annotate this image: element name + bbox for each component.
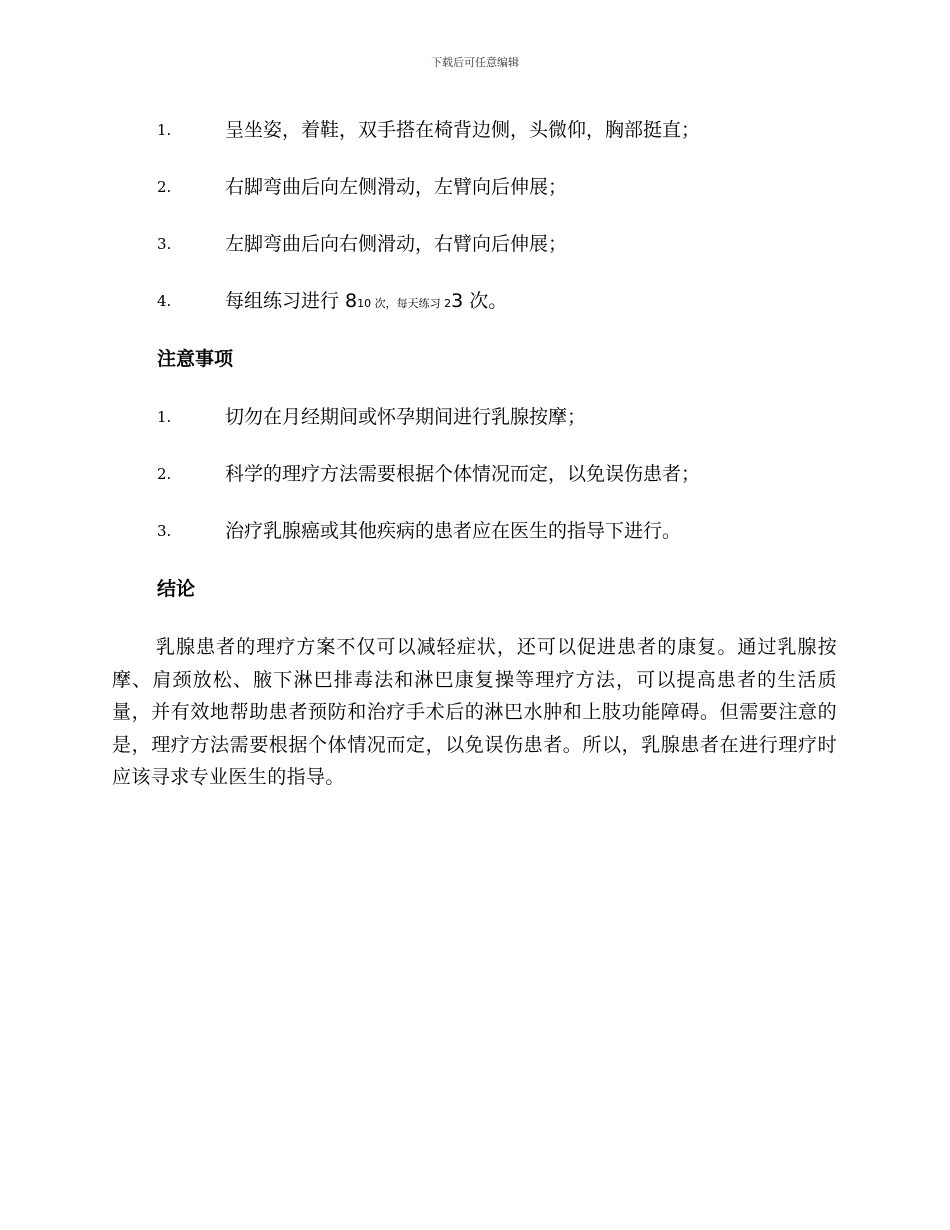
list-item-text: 切勿在月经期间或怀孕期间进行乳腺按摩； [225, 406, 587, 428]
conclusion-paragraph: 乳腺患者的理疗方案不仅可以减轻症状，还可以促进患者的康复。通过乳腺按摩、肩颈放松、腋下淋巴排毒法和淋巴康复操等理疗方法，可以提高患者的生活质量，并有效地帮助患者预防和治疗手术后的淋巴水肿和上肢功能障碍。但需要注意的是，理疗方法需要根据个体情况而定，以免误伤患者。所以，乳腺患者在进行理疗时应该寻求专业医生的指导。 [112, 636, 837, 788]
notes-list [0, 405, 950, 576]
list-item [0, 175, 950, 232]
list-item [0, 405, 950, 462]
list-item-text-part: 每组练习进行 8 [225, 290, 358, 312]
list-item [0, 118, 950, 175]
list-item-text-part: 3 次。 [451, 290, 508, 312]
list-item-text [225, 289, 507, 316]
conclusion-heading: 结论 [157, 578, 196, 600]
list-item-number: 3. [157, 522, 172, 540]
list-item [0, 289, 950, 346]
list-item [0, 232, 950, 289]
exercise-steps-list [0, 118, 950, 346]
list-item [0, 519, 950, 576]
list-item-text: 右脚弯曲后向左侧滑动，左臂向后伸展； [225, 176, 568, 198]
list-item-number: 2. [157, 465, 172, 483]
list-item-text: 科学的理疗方法需要根据个体情况而定，以免误伤患者； [225, 463, 701, 485]
page-header: 下载后可任意编辑 [431, 56, 519, 69]
list-item-text: 左脚弯曲后向右侧滑动，右臂向后伸展； [225, 233, 568, 255]
list-item-number: 3. [157, 235, 172, 253]
list-item-number: 4. [157, 292, 172, 310]
list-item-text: 呈坐姿，着鞋，双手搭在椅背边侧，头微仰，胸部挺直； [225, 119, 701, 141]
list-item-text: 治疗乳腺癌或其他疾病的患者应在医生的指导下进行。 [225, 520, 682, 542]
list-item [0, 462, 950, 519]
list-item-number: 1. [157, 121, 172, 139]
list-item-number: 2. [157, 178, 172, 196]
list-item-text-small: 10 次，每天练习 2 [357, 297, 452, 310]
list-item-number: 1. [157, 408, 172, 426]
notes-heading: 注意事项 [157, 348, 234, 370]
